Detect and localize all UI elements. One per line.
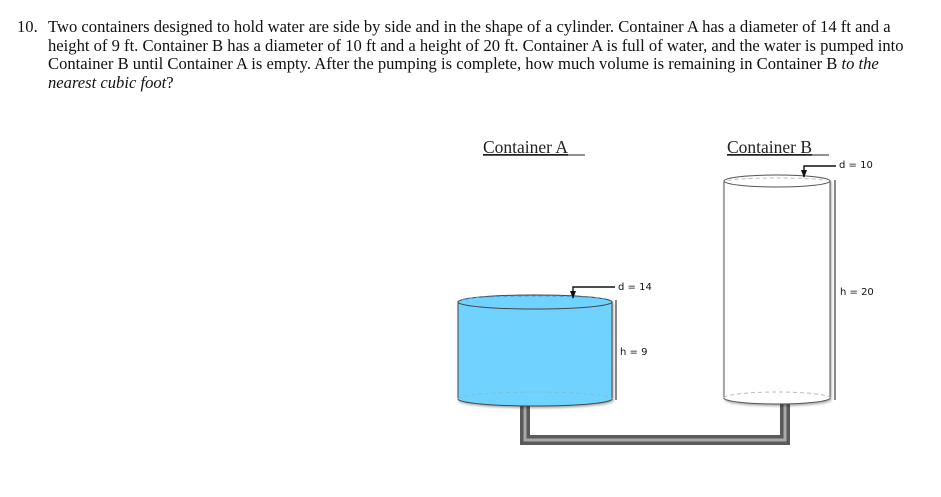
container-b [724, 175, 830, 404]
container-a [458, 295, 612, 406]
pipe-core [525, 402, 785, 440]
connecting-pipe [525, 402, 785, 440]
container-b-height-label: h = 20 [840, 287, 874, 298]
container-b-diameter-callout [801, 160, 873, 178]
pipe-outline [525, 402, 785, 440]
container-a-label: Container A [483, 137, 569, 157]
container-b-diameter-label: d = 10 [839, 160, 873, 171]
container-b-body [724, 181, 830, 404]
problem-text-main: Two containers designed to hold water are side by side and in the shape of a cylinder. Container A has a diameter of 14 ft and a height of 9 ft. Container B has a diameter of 10 ft and a height of 20 ft. Container A is full of water, and the water is pumped into Container B until Container A is empty. After the pumping is complete, how much volume is remaining in Container B [48, 17, 904, 73]
container-a-body [458, 302, 612, 406]
problem-text-italic: to the nearest cubic foot [48, 54, 879, 92]
container-a-height-label: h = 9 [620, 347, 648, 358]
problem-text-end: ? [166, 72, 174, 92]
container-b-top [724, 175, 830, 187]
container-b-label: Container B [727, 137, 813, 157]
container-a-diameter-label: d = 14 [618, 282, 652, 293]
problem-number: 10. [17, 17, 38, 36]
